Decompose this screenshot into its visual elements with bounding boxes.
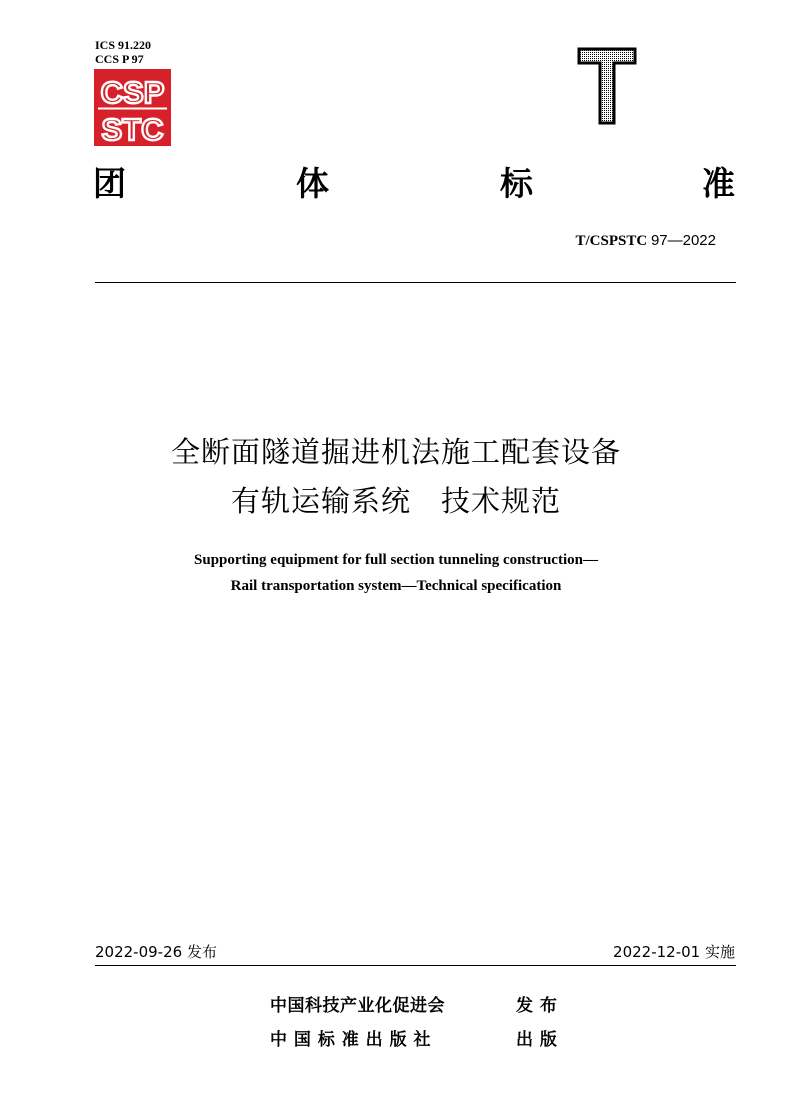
publisher-action: 出 版 bbox=[516, 1030, 558, 1050]
standard-number-prefix: T/CSPSTC bbox=[575, 233, 648, 249]
title-char: 标 bbox=[500, 164, 533, 203]
issuer-name: 中国科技产业化促进会 bbox=[270, 996, 445, 1016]
title-char: 准 bbox=[702, 164, 735, 203]
standard-category-title bbox=[90, 158, 742, 204]
issue-date: 2022-09-26 发布 bbox=[95, 943, 217, 961]
classification-codes bbox=[95, 38, 151, 66]
logo-text-bottom: STC bbox=[101, 112, 164, 146]
header-divider bbox=[95, 282, 736, 283]
ccs-code: CCS P 97 bbox=[95, 52, 144, 66]
footer-divider bbox=[95, 965, 736, 966]
title-char: 团 bbox=[93, 164, 126, 203]
standard-number-value: 97—2022 bbox=[650, 232, 716, 249]
ics-code: ICS 91.220 bbox=[95, 38, 152, 52]
standard-number bbox=[575, 232, 716, 250]
title-en-line2: Rail transportation system—Technical specification bbox=[230, 578, 562, 594]
cspstc-logo bbox=[94, 69, 171, 146]
logo-text-top: CSP bbox=[100, 75, 165, 110]
title-cn-line1: 全断面隧道掘进机法施工配套设备 bbox=[170, 435, 621, 469]
issuer-action: 发 布 bbox=[516, 996, 558, 1016]
publisher-name: 中 国 标 准 出 版 社 bbox=[270, 1030, 432, 1050]
title-en-line1: Supporting equipment for full section tunneling construction— bbox=[194, 552, 598, 568]
title-char: 体 bbox=[296, 164, 329, 203]
title-cn-line2: 有轨运输系统 技术规范 bbox=[230, 484, 561, 518]
category-mark-t bbox=[576, 46, 638, 126]
implementation-date: 2022-12-01 实施 bbox=[613, 943, 735, 961]
